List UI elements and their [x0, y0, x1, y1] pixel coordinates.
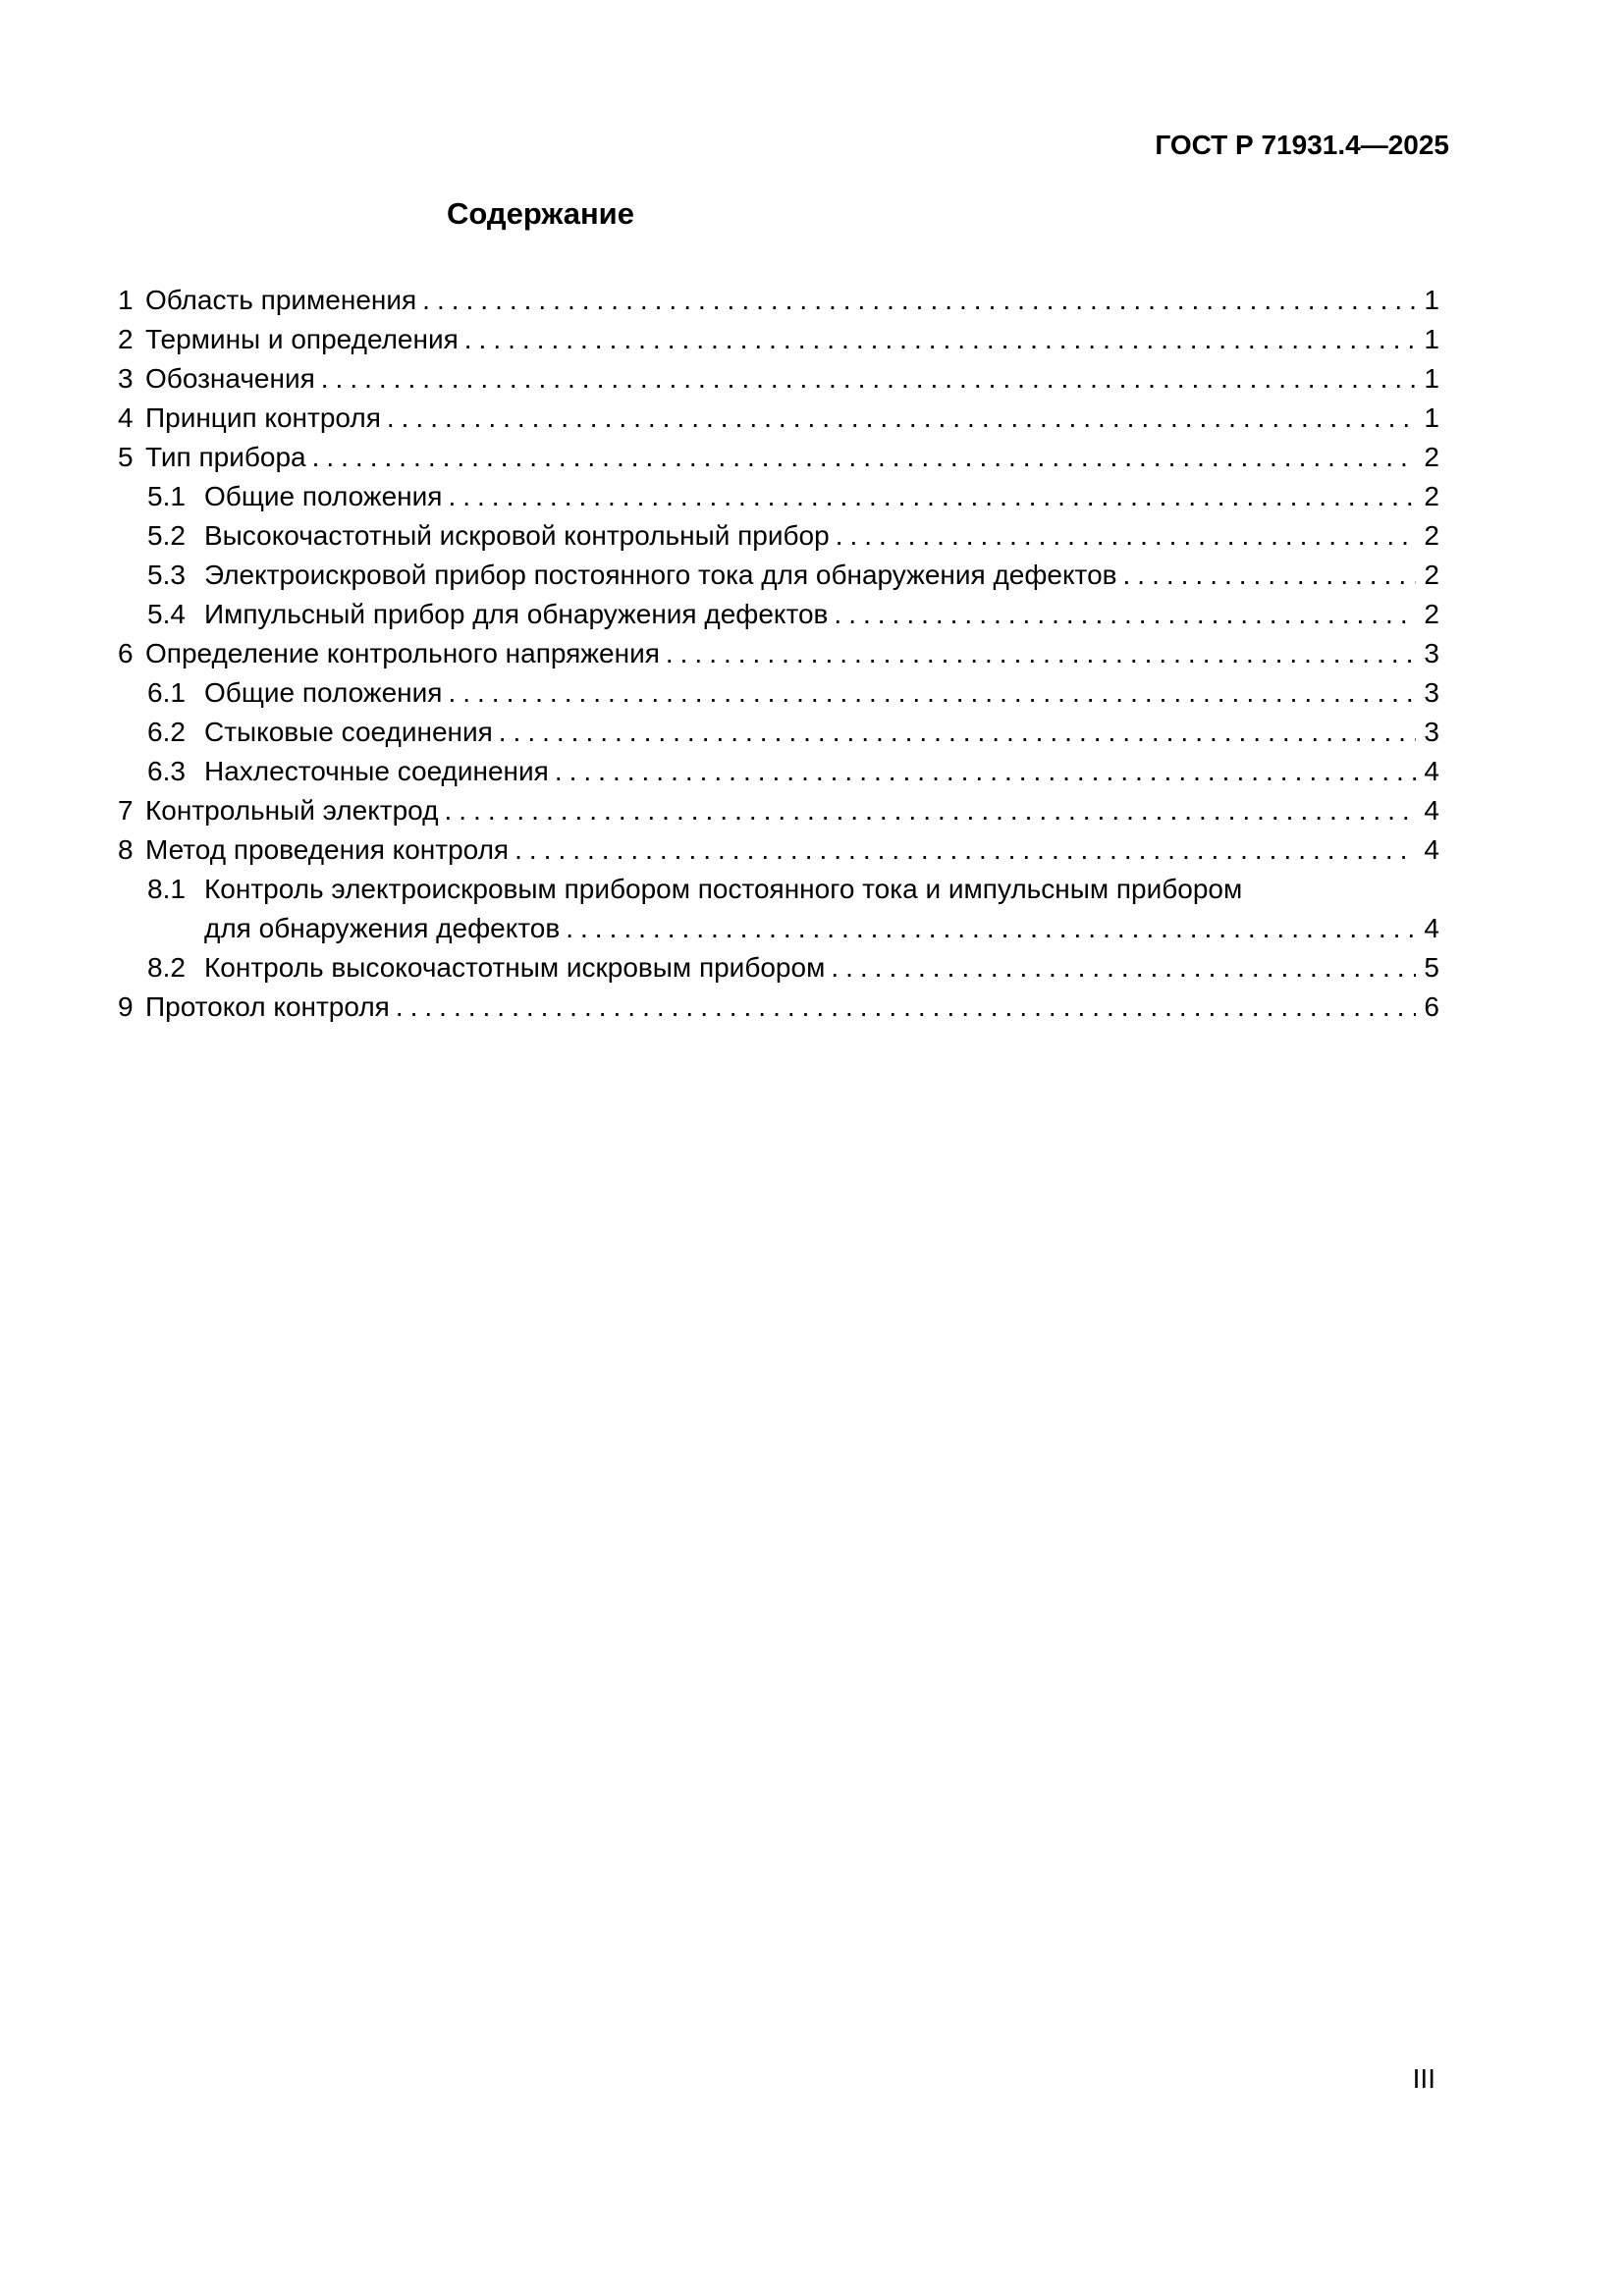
dot-leader: [312, 438, 1416, 477]
dot-leader: [422, 281, 1416, 320]
toc-entry: [118, 359, 1439, 399]
toc-entry: [118, 634, 1439, 673]
toc-entry-page: 5: [1424, 952, 1439, 983]
document-code: ГОСТ Р 71931.4—2025: [1155, 130, 1449, 160]
toc-entry-label: Обозначения: [145, 363, 315, 394]
toc-entry: [118, 791, 1439, 830]
dot-leader: [396, 988, 1416, 1027]
toc-entry-page: 4: [1424, 795, 1439, 826]
toc-entry-label: Тип прибора: [145, 442, 306, 472]
toc-entry: [118, 988, 1439, 1027]
dot-leader: [448, 477, 1416, 516]
page-title: Содержание: [447, 196, 634, 231]
dot-leader: [1123, 556, 1416, 595]
toc-entry-page: 4: [1424, 913, 1439, 943]
toc-entry-number: 5.2: [147, 520, 186, 551]
toc-entry-label: Общие положения: [204, 677, 443, 708]
toc-entry: [118, 830, 1439, 870]
dot-leader: [464, 320, 1416, 359]
toc-entry-number: 3: [118, 363, 134, 394]
toc-entry-number: 6.2: [147, 717, 186, 747]
folio-page-number: III: [1412, 2063, 1435, 2094]
toc-entry-number: 6.1: [147, 677, 186, 708]
toc-entry-label: Нахлесточные соединения: [204, 756, 549, 786]
toc-entry-page: 1: [1424, 363, 1439, 394]
toc-entry-page: 2: [1424, 560, 1439, 590]
toc-entry-label: Термины и определения: [145, 324, 459, 354]
toc-entry-page: 3: [1424, 717, 1439, 747]
toc-entry-number: 1: [118, 285, 134, 315]
toc-entry-page: 2: [1424, 442, 1439, 472]
toc-entry-label: Контрольный электрод: [145, 795, 439, 826]
toc-entry-number: 2: [118, 324, 134, 354]
toc-entry-page: 2: [1424, 481, 1439, 511]
toc-entry: [118, 673, 1439, 713]
dot-leader: [448, 673, 1416, 713]
toc-entry-page: 2: [1424, 599, 1439, 629]
toc-entry: [118, 438, 1439, 477]
toc-entry-label: Стыковые соединения: [204, 717, 493, 747]
dot-leader: [666, 634, 1416, 673]
dot-leader: [514, 830, 1416, 870]
toc-entry: [118, 870, 1439, 909]
toc-entry-page: 3: [1424, 677, 1439, 708]
toc-entry-number: 4: [118, 402, 134, 433]
toc-entry-number: 5: [118, 442, 134, 472]
toc-entry: [118, 281, 1439, 320]
toc-entry-page: 4: [1424, 834, 1439, 865]
toc-entry: [118, 320, 1439, 359]
toc-entry-number: 9: [118, 991, 134, 1022]
toc-entry: [118, 399, 1439, 438]
dot-leader: [321, 359, 1416, 399]
toc-entry-label: для обнаружения дефектов: [204, 913, 561, 943]
dot-leader: [836, 516, 1416, 556]
toc-entry-label: Электроискровой прибор постоянного тока для обнаружения дефектов: [204, 560, 1117, 590]
toc-entry: [118, 948, 1439, 988]
toc-entry-label: Принцип контроля: [145, 402, 381, 433]
dot-leader: [499, 713, 1416, 752]
table-of-contents: [118, 281, 1453, 1027]
toc-entry-label: Определение контрольного напряжения: [145, 638, 660, 668]
toc-entry: [118, 752, 1439, 791]
toc-entry: [118, 477, 1439, 516]
toc-entry: [118, 713, 1439, 752]
toc-entry: [118, 595, 1439, 634]
toc-entry-number: 8.2: [147, 952, 186, 983]
toc-entry-label: Общие положения: [204, 481, 443, 511]
dot-leader: [444, 791, 1416, 830]
toc-entry-label: Протокол контроля: [145, 991, 390, 1022]
dot-leader: [566, 909, 1416, 948]
toc-entry-label: Область применения: [145, 285, 417, 315]
toc-entry-page: 2: [1424, 520, 1439, 551]
toc-entry-page: 4: [1424, 756, 1439, 786]
toc-entry: [118, 516, 1439, 556]
page-content: [118, 0, 1453, 1027]
dot-leader: [387, 399, 1416, 438]
toc-entry-continuation: [118, 909, 1439, 948]
toc-entry-page: 1: [1424, 285, 1439, 315]
toc-entry-label: Метод проведения контроля: [145, 834, 510, 865]
toc-entry-number: 6.3: [147, 756, 186, 786]
dot-leader: [831, 948, 1416, 988]
toc-entry-page: 1: [1424, 324, 1439, 354]
toc-entry-number: 7: [118, 795, 134, 826]
toc-entry-label: Высокочастотный искровой контрольный прибор: [204, 520, 830, 551]
toc-entry-label: Контроль высокочастотным искровым прибором: [204, 952, 826, 983]
toc-entry: [118, 556, 1439, 595]
toc-entry-page: 3: [1424, 638, 1439, 668]
toc-entry-number: 8: [118, 834, 134, 865]
toc-entry-number: 5.4: [147, 599, 186, 629]
toc-entry-number: 5.1: [147, 481, 186, 511]
toc-entry-label: Контроль электроискровым прибором постоянного тока и импульсным прибором: [204, 874, 1243, 904]
toc-entry-page: 6: [1424, 991, 1439, 1022]
dot-leader: [555, 752, 1416, 791]
toc-entry-number: 6: [118, 638, 134, 668]
toc-entry-number: 5.3: [147, 560, 186, 590]
toc-entry-label: Импульсный прибор для обнаружения дефектов: [204, 599, 829, 629]
toc-entry-number: 8.1: [147, 874, 186, 904]
toc-entry-page: 1: [1424, 402, 1439, 433]
dot-leader: [834, 595, 1416, 634]
